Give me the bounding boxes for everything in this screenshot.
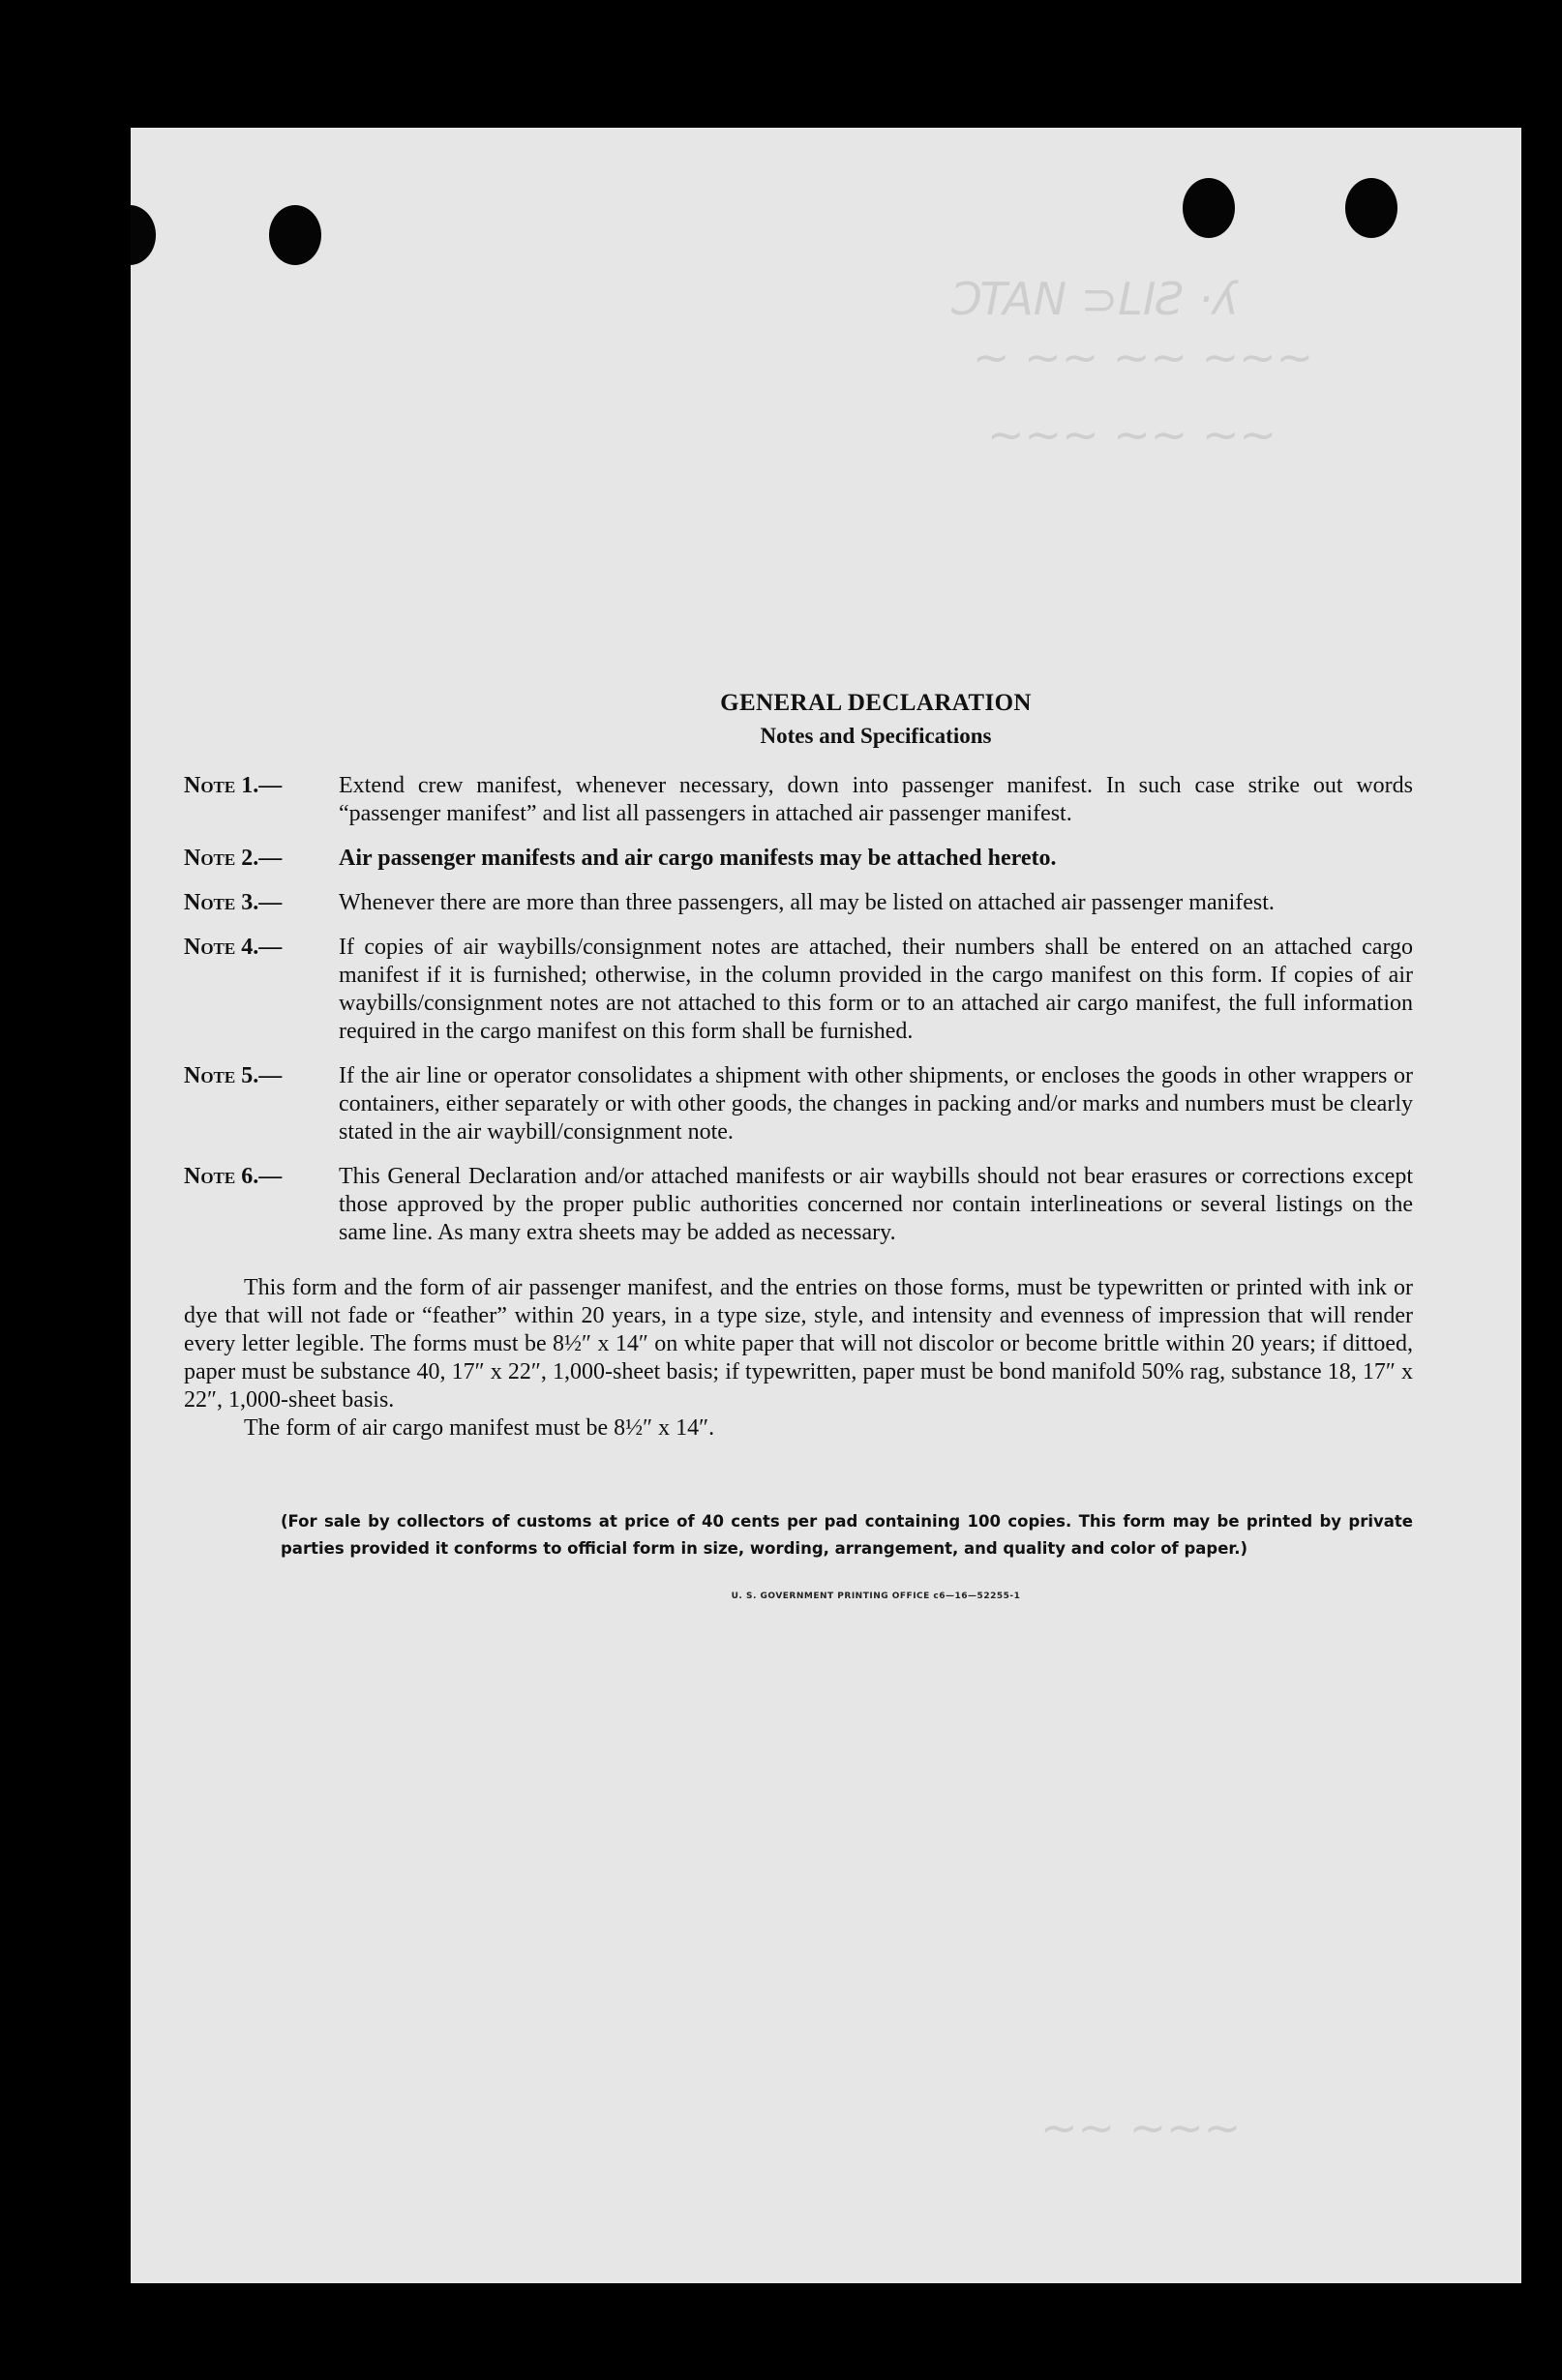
- note-label: Note 3.—: [184, 890, 283, 915]
- declaration-notes: [184, 687, 1413, 1601]
- bleed-through-marks-3: ~~~ ~~ ~~: [987, 408, 1277, 461]
- punch-hole-right-outer: [1345, 178, 1397, 238]
- document-title: GENERAL DECLARATION: [720, 690, 1032, 716]
- note-label: Note 4.—: [184, 935, 283, 960]
- bleed-through-marks-4: ~~ ~~~: [1040, 2101, 1242, 2154]
- document-page: [131, 128, 1521, 2283]
- note-5: [184, 1062, 1413, 1146]
- punch-hole-left-outer: [131, 205, 156, 265]
- note-text: Whenever there are more than three passengers, all may be listed on attached air passenger manifest.: [339, 890, 1275, 915]
- note-text: This General Declaration and/or attached manifests or air waybills should not bear erasures or corrections except those approved by the proper public authorities concerned nor contain interlineations or several listings on the same line. As many extra sheets may be added as necessary.: [339, 1164, 1413, 1245]
- note-text: If copies of air waybills/consignment notes are attached, their numbers shall be entered on an attached cargo manifest if it is furnished; otherwise, in the column provided in the cargo manifest on this form. If copies of air waybills/consignment notes are not attached to this form or to an attached air cargo manifest, the full information required in the cargo manifest on this form shall be furnished.: [339, 935, 1413, 1044]
- note-3: [184, 889, 1413, 917]
- note-label: Note 6.—: [184, 1164, 283, 1189]
- punch-hole-right-inner: [1183, 178, 1235, 238]
- printer-line: U. S. GOVERNMENT PRINTING OFFICE c6—16—52255-1: [731, 1592, 1021, 1601]
- note-text: Air passenger manifests and air cargo manifests may be attached hereto.: [339, 846, 1057, 871]
- sale-notice: (For sale by collectors of customs at price of 40 cents per pad containing 100 copies. This form may be printed by private parties provided it conforms to official form in size, wording, arrangement, and quality and color of paper.): [281, 1512, 1413, 1558]
- note-text: If the air line or operator consolidates a shipment with other shipments, or encloses the goods in other wrappers or containers, either separately or with other goods, the changes in packing and/or marks and numbers must be clearly stated in the air waybill/consignment note.: [339, 1063, 1413, 1145]
- note-4: [184, 934, 1413, 1046]
- bleed-through-marks-2: ~ ~~ ~~ ~~~: [973, 331, 1314, 383]
- note-6: [184, 1163, 1413, 1247]
- cargo-manifest-size-paragraph: The form of air cargo manifest must be 8½″ x 14″.: [244, 1415, 715, 1441]
- note-label: Note 1.—: [184, 773, 283, 798]
- document-subtitle: Notes and Specifications: [760, 724, 992, 748]
- note-text: Extend crew manifest, whenever necessary, down into passenger manifest. In such case strike out words “passenger manifest” and list all passengers in attached air passenger manifest.: [339, 773, 1413, 826]
- punch-hole-left-inner: [269, 205, 321, 265]
- bleed-through-marks: ƆTAN ⊃LIƧ ·ʎ: [948, 273, 1240, 325]
- note-label: Note 5.—: [184, 1063, 283, 1088]
- form-requirements-paragraph: This form and the form of air passenger manifest, and the entries on those forms, must be typewritten or printed with ink or dye that will not fade or “feather” within 20 years, in a type size, style, and intensity and evenness of impression that will render every letter legible. The forms must be 8½″ x 14″ on white paper that will not discolor or become brittle within 20 years; if dittoed, paper must be substance 40, 17″ x 22″, 1,000-sheet basis; if typewritten, paper must be bond manifold 50% rag, substance 18, 17″ x 22″, 1,000-sheet basis.: [184, 1275, 1413, 1413]
- note-label: Note 2.—: [184, 846, 283, 871]
- note-1: [184, 772, 1413, 828]
- note-2: [184, 845, 1413, 873]
